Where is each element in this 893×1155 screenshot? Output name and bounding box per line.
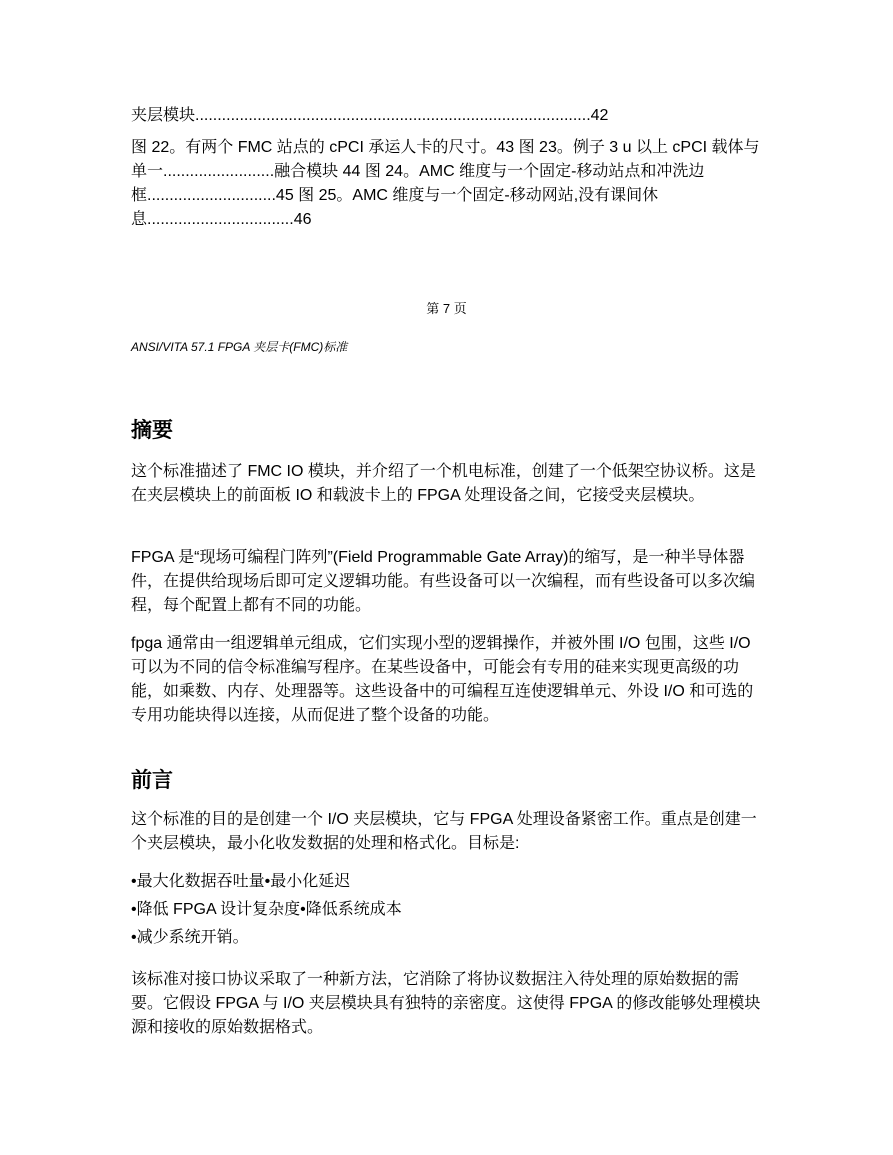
list-of-figures <box>131 104 761 240</box>
list-item: •降低 FPGA 设计复杂度•降低系统成本 <box>131 901 402 918</box>
abstract-heading: 摘要 <box>131 419 173 442</box>
list-item: •减少系统开销。 <box>131 929 249 946</box>
toc-entry: 夹层模块.........................................................................................42 <box>131 107 609 124</box>
running-header: ANSI/VITA 57.1 FPGA 夹层卡(FMC)标准 <box>131 340 348 354</box>
abstract-paragraph: fpga 通常由一组逻辑单元组成，它们实现小型的逻辑操作，并被外围 I/O 包围，这些 I/O 可以为不同的信令标准编写程序。在某些设备中，可能会有专用的硅来实现更高级的功能，如乘数、内存、处理器等。这些设备中的可编程互连使逻辑单元、外设 I/O 和可选的专用功能块得以连接，从而促进了整个设备的功能。 <box>131 635 754 724</box>
toc-entry: 图 22。有两个 FMC 站点的 cPCI 承运人卡的尺寸。43 图 23。例子 3 u 以上 cPCI 载体与单一.........................融合模块 44 图 24。AMC 维度与一个固定-移动站点和冲洗边框.............................45 图 25。AMC 维度与一个固定-移动网站,没有课间休息.................................46 <box>131 139 760 228</box>
page-number: 第 7 页 <box>426 301 467 316</box>
foreword-heading: 前言 <box>131 769 173 792</box>
foreword-intro: 这个标准的目的是创建一个 I/O 夹层模块，它与 FPGA 处理设备紧密工作。重点是创建一个夹层模块，最小化收发数据的处理和格式化。目标是: <box>131 811 757 852</box>
abstract-paragraph: 这个标准描述了 FMC IO 模块，并介绍了一个机电标准，创建了一个低架空协议桥。这是在夹层模块上的前面板 IO 和载波卡上的 FPGA 处理设备之间，它接受夹层模块。 <box>131 463 756 504</box>
abstract-paragraph: FPGA 是“现场可编程门阵列”(Field Programmable Gate Array)的缩写，是一种半导体器件，在提供给现场后即可定义逻辑功能。有些设备可以一次编程，而有些设备可以多次编程，每个配置上都有不同的功能。 <box>131 549 756 614</box>
foreword-closing: 该标准对接口协议采取了一种新方法，它消除了将协议数据注入待处理的原始数据的需要。它假设 FPGA 与 I/O 夹层模块具有独特的亲密度。这使得 FPGA 的修改能够处理模块源和接收的原始数据格式。 <box>131 971 761 1036</box>
list-item: •最大化数据吞吐量•最小化延迟 <box>131 873 351 890</box>
goals-list <box>131 868 767 952</box>
